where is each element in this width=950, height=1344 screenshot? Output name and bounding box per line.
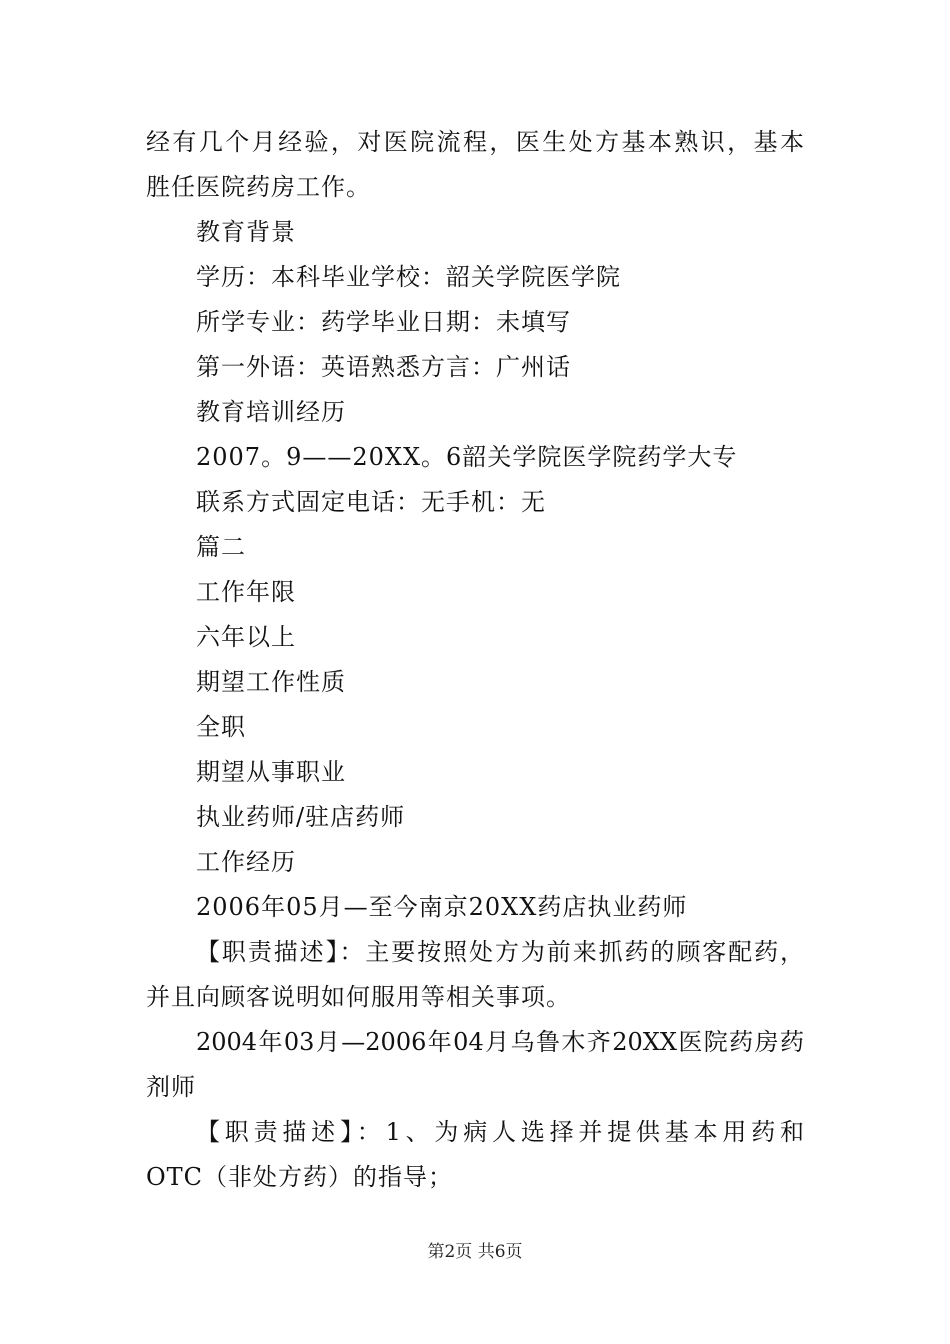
body-line: 【职责描述】：主要按照处方为前来抓药的顾客配药，	[196, 938, 804, 966]
body-line: 学历：本科毕业学校：韶关学院医学院	[196, 263, 621, 291]
section-heading: 篇二	[196, 533, 246, 561]
body-line: 并且向顾客说明如何服用等相关事项。	[146, 983, 571, 1011]
section-heading: 工作经历	[196, 848, 296, 876]
body-line: 【职责描述】：1、为病人选择并提供基本用药和	[196, 1118, 804, 1146]
section-heading: 教育背景	[196, 218, 296, 246]
field-label: 工作年限	[196, 578, 296, 606]
field-label: 期望从事职业	[196, 758, 346, 786]
body-line: 所学专业：药学毕业日期：未填写	[196, 308, 571, 336]
field-value: 六年以上	[196, 623, 296, 651]
field-value: 执业药师/驻店药师	[196, 803, 406, 831]
body-line: OTC（非处方药）的指导；	[146, 1163, 454, 1191]
section-heading: 教育培训经历	[196, 398, 346, 426]
body-line: 经有几个月经验，对医院流程，医生处方基本熟识，基本	[146, 128, 804, 156]
body-line: 第一外语：英语熟悉方言：广州话	[196, 353, 571, 381]
field-label: 期望工作性质	[196, 668, 346, 696]
body-line: 剂师	[146, 1073, 196, 1101]
body-line: 胜任医院药房工作。	[146, 173, 371, 201]
page-number: 第2页 共6页	[427, 1242, 523, 1262]
body-line: 2004年03月—2006年04月乌鲁木齐20XX医院药房药	[196, 1028, 804, 1056]
body-line: 联系方式固定电话：无手机：无	[196, 488, 546, 516]
body-line: 2006年05月—至今南京20XX药店执业药师	[196, 893, 688, 921]
body-line: 2007。9——20XX。6韶关学院医学院药学大专	[196, 443, 738, 471]
field-value: 全职	[196, 713, 246, 741]
